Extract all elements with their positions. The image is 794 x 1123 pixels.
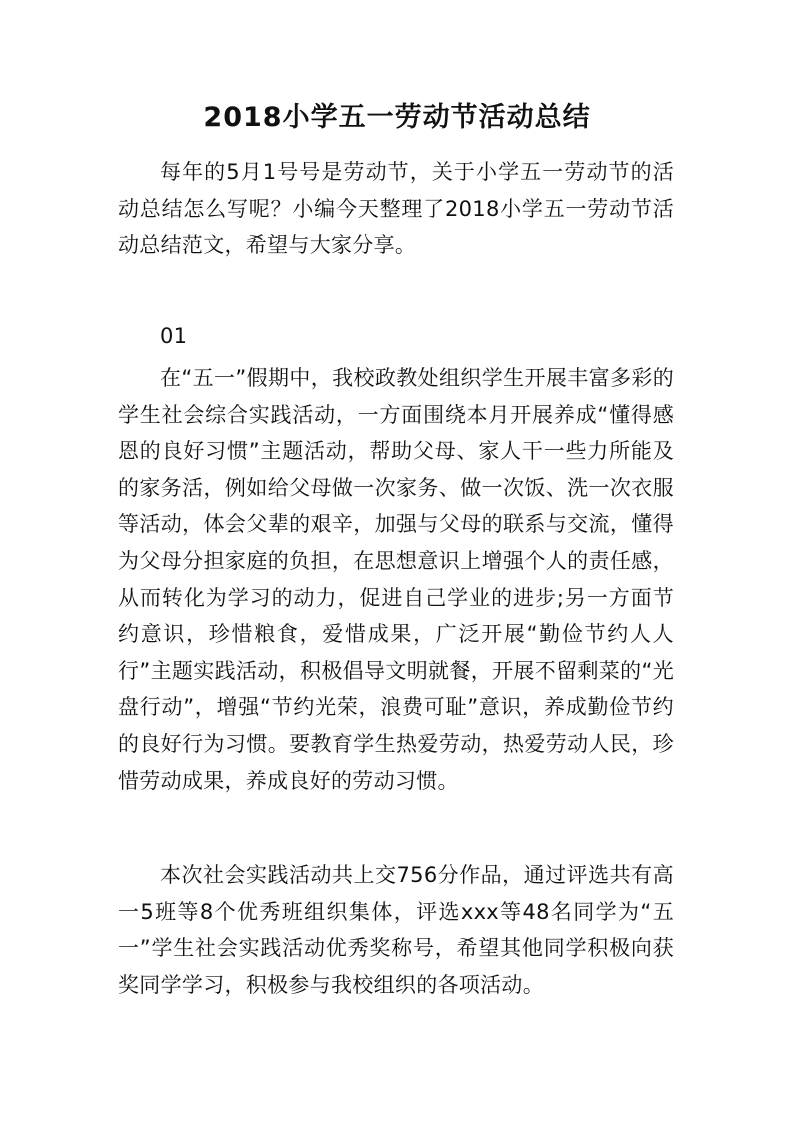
body-paragraph-1: 在“五一”假期中，我校政教处组织学生开展丰富多彩的学生社会综合实践活动，一方面围绕本月开展养成“懂得感恩的良好习惯”主题活动，帮助父母、家人干一些力所能及的家务活，例如给父母做一次家务、做一次饭、洗一次衣服等活动，体会父辈的艰辛，加强与父母的联系与交流，懂得为父母分担家庭的负担，在思想意识上增强个人的责任感，从而转化为学习的动力，促进自己学业的进步;另一方面节约意识，珍惜粮食，爱惜成果，广泛开展“勤俭节约人人行”主题实践活动，积极倡导文明就餐，开展不留剩菜的“光盘行动”，增强“节约光荣，浪费可耻”意识，养成勤俭节约的良好行为习惯。要教育学生热爱劳动，热爱劳动人民，珍惜劳动成果，养成良好的劳动习惯。 [118, 366, 674, 793]
document-title: 2018小学五一劳动节活动总结 [203, 102, 591, 133]
intro-paragraph: 每年的5月1号号是劳动节，关于小学五一劳动节的活动总结怎么写呢？小编今天整理了2018小学五一劳动节活动总结范文，希望与大家分享。 [118, 160, 674, 258]
body-paragraph-2: 本次社会实践活动共上交756分作品，通过评选共有高一5班等8个优秀班组织集体，评选xxx等48名同学为“五一”学生社会实践活动优秀奖称号，希望其他同学积极向获奖同学学习，积极参与我校组织的各项活动。 [118, 863, 674, 997]
section-number: 01 [160, 324, 188, 348]
